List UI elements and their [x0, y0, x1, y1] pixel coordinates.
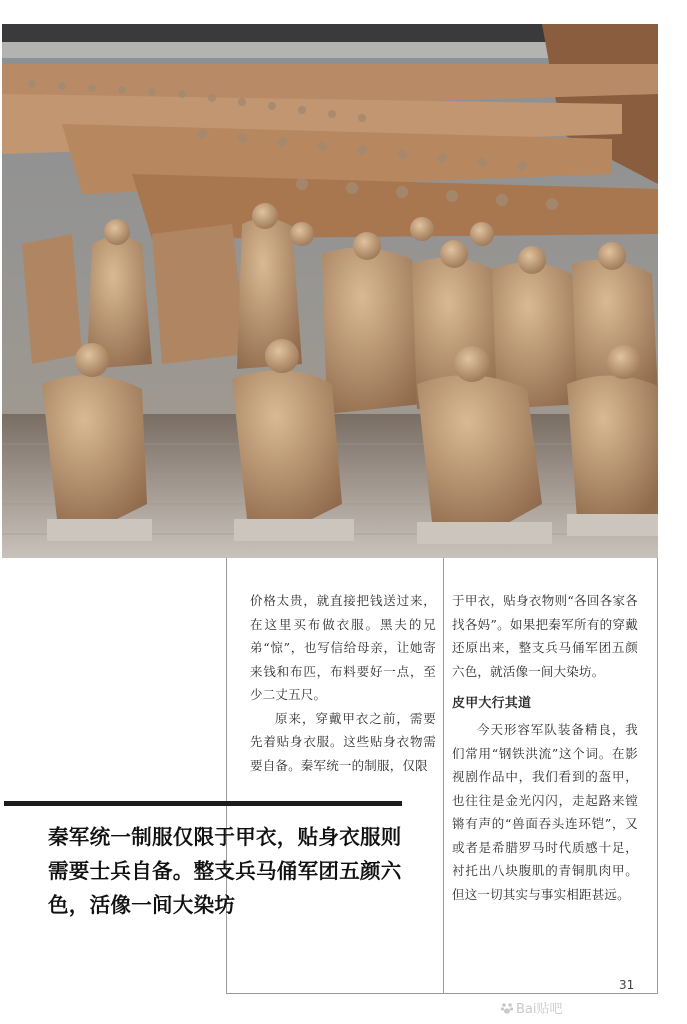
pull-quote: 秦军统一制服仅限于甲衣，贴身衣服则需要士兵自备。整支兵马俑军团五颜六色，活像一间大染坊	[48, 825, 402, 917]
column-rule-left	[226, 558, 227, 994]
pull-quote-bar	[4, 801, 402, 806]
article-column-2	[452, 589, 638, 906]
page-number: 31	[619, 978, 635, 992]
article-column-1	[250, 589, 436, 777]
column-rule-middle	[443, 558, 444, 994]
bottom-rule	[226, 993, 658, 994]
column-rule-right	[657, 558, 658, 994]
terracotta-warriors-photo	[2, 24, 658, 558]
section-heading: 皮甲大行其道	[452, 696, 532, 711]
paragraph: 于甲衣，贴身衣物则“各回各家各找各妈”。如果把秦军所有的穿戴还原出来，整支兵马俑军团五颜六色，就活像一间大染坊。	[452, 593, 638, 679]
paragraph: 原来，穿戴甲衣之前，需要先着贴身衣服。这些贴身衣物需要自备。秦军统一的制服，仅限	[250, 710, 436, 773]
baidu-tieba-watermark	[500, 998, 563, 1017]
paw-icon	[500, 1001, 514, 1015]
watermark-text: Bai贴吧	[516, 1002, 563, 1017]
paragraph: 今天形容军队装备精良，我们常用“钢铁洪流”这个词。在影视剧作品中，我们看到的盔甲，也往往是金光闪闪，走起路来镗锵有声的“兽面吞头连环铠”，又或者是希腊罗马时代质感十足，衬托出八块腹肌的青铜肌肉甲。但这一切其实与事实相距甚远。	[452, 722, 638, 902]
paragraph: 价格太贵，就直接把钱送过来，在这里买布做衣服。黑夫的兄弟“惊”，也写信给母亲，让她寄来钱和布匹，布料要好一点，至少二丈五尺。	[250, 593, 436, 702]
